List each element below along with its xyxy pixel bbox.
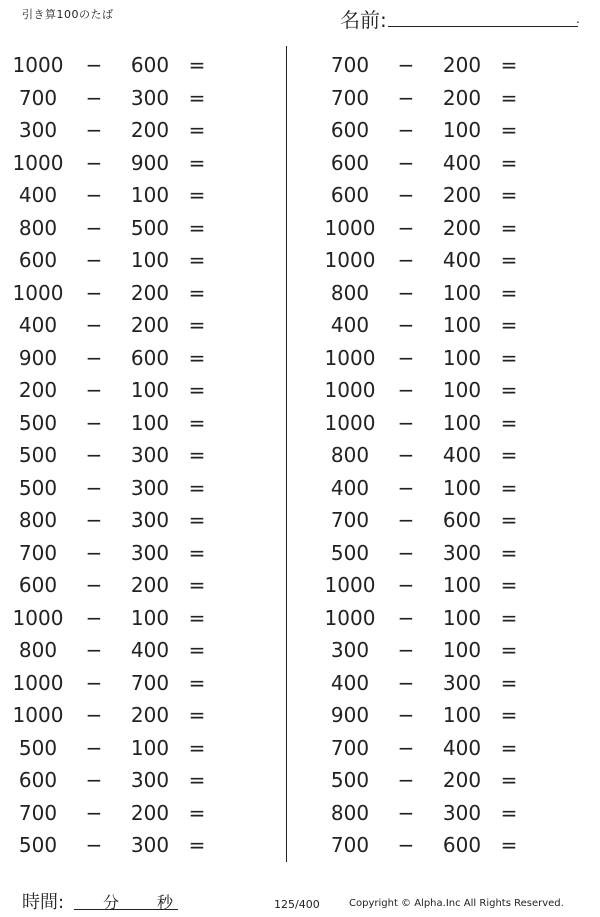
minus-sign: − [397, 150, 415, 175]
minus-sign: − [85, 800, 103, 825]
minus-sign: − [85, 540, 103, 565]
subtrahend: 300 [442, 800, 482, 825]
minuend: 400 [330, 670, 370, 695]
subtrahend: 300 [442, 670, 482, 695]
name-field-dot: . [576, 12, 580, 26]
column-divider [286, 46, 287, 862]
minuend: 1000 [324, 345, 376, 370]
equals-sign: = [188, 540, 206, 565]
equals-sign: = [500, 215, 518, 240]
minus-sign: − [397, 833, 415, 857]
minus-sign: − [85, 443, 103, 467]
minuend: 1000 [12, 605, 64, 630]
minuend: 1000 [12, 703, 64, 727]
equals-sign: = [500, 573, 518, 597]
minuend: 800 [330, 280, 370, 305]
equals-sign: = [188, 118, 206, 142]
minus-sign: − [397, 378, 415, 402]
minuend: 1000 [324, 573, 376, 597]
equals-sign: = [500, 670, 518, 695]
subtrahend: 600 [442, 833, 482, 857]
subtrahend: 100 [442, 410, 482, 435]
subtrahend: 300 [130, 475, 170, 500]
subtrahend: 100 [442, 475, 482, 500]
minuend: 1000 [12, 53, 64, 77]
minuend: 1000 [324, 410, 376, 435]
subtrahend: 100 [442, 703, 482, 727]
minus-sign: − [85, 410, 103, 435]
minuend: 600 [18, 768, 58, 792]
subtrahend: 400 [442, 248, 482, 272]
minuend: 800 [18, 215, 58, 240]
minus-sign: − [397, 118, 415, 142]
minuend: 500 [18, 443, 58, 467]
minuend: 1000 [12, 280, 64, 305]
minuend: 600 [330, 150, 370, 175]
minus-sign: − [85, 703, 103, 727]
equals-sign: = [500, 410, 518, 435]
minuend: 900 [18, 345, 58, 370]
minuend: 500 [18, 735, 58, 760]
subtrahend: 100 [442, 573, 482, 597]
equals-sign: = [500, 150, 518, 175]
equals-sign: = [500, 833, 518, 857]
minus-sign: − [397, 345, 415, 370]
subtrahend: 300 [130, 85, 170, 110]
minuend: 1000 [324, 378, 376, 402]
minuend: 400 [18, 313, 58, 337]
minus-sign: − [85, 735, 103, 760]
subtrahend: 200 [130, 800, 170, 825]
equals-sign: = [500, 183, 518, 207]
subtrahend: 200 [130, 703, 170, 727]
equals-sign: = [188, 215, 206, 240]
minuend: 700 [18, 540, 58, 565]
minus-sign: − [85, 345, 103, 370]
equals-sign: = [188, 508, 206, 532]
equals-sign: = [500, 378, 518, 402]
equals-sign: = [500, 768, 518, 792]
minuend: 800 [330, 443, 370, 467]
subtrahend: 700 [130, 670, 170, 695]
equals-sign: = [500, 85, 518, 110]
subtrahend: 100 [442, 345, 482, 370]
equals-sign: = [500, 248, 518, 272]
equals-sign: = [188, 573, 206, 597]
minuend: 300 [330, 638, 370, 662]
subtrahend: 200 [442, 183, 482, 207]
subtrahend: 600 [130, 345, 170, 370]
subtrahend: 100 [130, 735, 170, 760]
minus-sign: − [397, 605, 415, 630]
equals-sign: = [188, 150, 206, 175]
minus-sign: − [397, 280, 415, 305]
minus-sign: − [397, 215, 415, 240]
equals-sign: = [500, 475, 518, 500]
equals-sign: = [188, 85, 206, 110]
minuend: 500 [18, 475, 58, 500]
subtrahend: 200 [130, 280, 170, 305]
subtrahend: 100 [130, 183, 170, 207]
minuend: 500 [330, 540, 370, 565]
minuend: 600 [330, 183, 370, 207]
minus-sign: − [85, 118, 103, 142]
equals-sign: = [500, 118, 518, 142]
equals-sign: = [500, 313, 518, 337]
equals-sign: = [188, 475, 206, 500]
minuend: 700 [330, 735, 370, 760]
minus-sign: − [85, 85, 103, 110]
subtrahend: 100 [130, 605, 170, 630]
subtrahend: 300 [130, 508, 170, 532]
minus-sign: − [397, 670, 415, 695]
equals-sign: = [188, 735, 206, 760]
minus-sign: − [397, 703, 415, 727]
minuend: 800 [18, 508, 58, 532]
subtrahend: 300 [442, 540, 482, 565]
equals-sign: = [188, 605, 206, 630]
equals-sign: = [188, 313, 206, 337]
minuend: 700 [330, 85, 370, 110]
equals-sign: = [188, 670, 206, 695]
subtrahend: 100 [442, 638, 482, 662]
page-number: 125/400 [274, 898, 320, 911]
minuend: 1000 [324, 215, 376, 240]
equals-sign: = [188, 345, 206, 370]
minuend: 600 [18, 573, 58, 597]
equals-sign: = [500, 800, 518, 825]
subtrahend: 100 [442, 118, 482, 142]
subtrahend: 200 [442, 53, 482, 77]
minus-sign: − [397, 313, 415, 337]
minus-sign: − [397, 53, 415, 77]
subtrahend: 100 [442, 378, 482, 402]
equals-sign: = [188, 800, 206, 825]
minus-sign: − [397, 508, 415, 532]
subtrahend: 400 [442, 150, 482, 175]
minutes-label: 分 [103, 893, 120, 912]
minuend: 700 [18, 800, 58, 825]
equals-sign: = [188, 378, 206, 402]
equals-sign: = [500, 605, 518, 630]
minus-sign: − [397, 248, 415, 272]
minuend: 500 [330, 768, 370, 792]
equals-sign: = [500, 345, 518, 370]
minus-sign: − [397, 800, 415, 825]
minus-sign: − [397, 85, 415, 110]
equals-sign: = [188, 248, 206, 272]
name-field-line[interactable] [388, 26, 578, 27]
subtrahend: 100 [442, 313, 482, 337]
equals-sign: = [500, 508, 518, 532]
equals-sign: = [188, 53, 206, 77]
minus-sign: − [85, 475, 103, 500]
name-label: 名前: [340, 8, 387, 32]
minuend: 400 [330, 313, 370, 337]
minuend: 800 [330, 800, 370, 825]
minuend: 1000 [324, 248, 376, 272]
minus-sign: − [85, 605, 103, 630]
minus-sign: − [85, 638, 103, 662]
subtrahend: 100 [130, 248, 170, 272]
minus-sign: − [85, 150, 103, 175]
subtrahend: 300 [130, 443, 170, 467]
subtrahend: 200 [130, 118, 170, 142]
minus-sign: − [85, 833, 103, 857]
subtrahend: 200 [442, 768, 482, 792]
minuend: 800 [18, 638, 58, 662]
copyright-notice: Copyright © Alpha.Inc All Rights Reserved. [349, 898, 564, 909]
subtrahend: 100 [442, 605, 482, 630]
subtrahend: 400 [442, 443, 482, 467]
subtrahend: 400 [442, 735, 482, 760]
equals-sign: = [188, 768, 206, 792]
minuend: 1000 [12, 150, 64, 175]
subtrahend: 100 [130, 410, 170, 435]
minus-sign: − [397, 410, 415, 435]
minuend: 500 [18, 833, 58, 857]
minus-sign: − [85, 573, 103, 597]
subtrahend: 200 [442, 215, 482, 240]
equals-sign: = [500, 540, 518, 565]
subtrahend: 300 [130, 768, 170, 792]
subtrahend: 600 [442, 508, 482, 532]
subtrahend: 200 [130, 573, 170, 597]
subtrahend: 600 [130, 53, 170, 77]
minus-sign: − [85, 248, 103, 272]
minus-sign: − [397, 735, 415, 760]
worksheet-title: 引き算100のたば [22, 8, 114, 21]
equals-sign: = [188, 183, 206, 207]
subtrahend: 100 [442, 280, 482, 305]
minus-sign: − [397, 573, 415, 597]
subtrahend: 500 [130, 215, 170, 240]
subtrahend: 100 [130, 378, 170, 402]
equals-sign: = [188, 833, 206, 857]
minus-sign: − [85, 768, 103, 792]
minus-sign: − [397, 443, 415, 467]
equals-sign: = [500, 638, 518, 662]
equals-sign: = [500, 53, 518, 77]
minuend: 1000 [324, 605, 376, 630]
minus-sign: − [397, 183, 415, 207]
minuend: 700 [330, 53, 370, 77]
minuend: 1000 [12, 670, 64, 695]
seconds-label: 秒 [157, 893, 174, 912]
minuend: 200 [18, 378, 58, 402]
minuend: 600 [18, 248, 58, 272]
equals-sign: = [188, 280, 206, 305]
minuend: 700 [330, 833, 370, 857]
minus-sign: − [85, 508, 103, 532]
subtrahend: 300 [130, 540, 170, 565]
time-label: 時間: [22, 892, 65, 913]
subtrahend: 200 [442, 85, 482, 110]
minuend: 700 [330, 508, 370, 532]
subtrahend: 200 [130, 313, 170, 337]
minuend: 900 [330, 703, 370, 727]
minuend: 700 [18, 85, 58, 110]
minuend: 400 [18, 183, 58, 207]
equals-sign: = [188, 410, 206, 435]
equals-sign: = [500, 280, 518, 305]
minus-sign: − [397, 475, 415, 500]
minuend: 300 [18, 118, 58, 142]
minus-sign: − [85, 378, 103, 402]
minus-sign: − [85, 670, 103, 695]
minus-sign: − [85, 215, 103, 240]
subtrahend: 300 [130, 833, 170, 857]
minus-sign: − [85, 183, 103, 207]
minus-sign: − [85, 53, 103, 77]
minuend: 400 [330, 475, 370, 500]
minus-sign: − [397, 638, 415, 662]
equals-sign: = [500, 703, 518, 727]
equals-sign: = [188, 638, 206, 662]
subtrahend: 400 [130, 638, 170, 662]
minus-sign: − [85, 280, 103, 305]
subtrahend: 900 [130, 150, 170, 175]
equals-sign: = [500, 735, 518, 760]
minus-sign: − [85, 313, 103, 337]
minuend: 500 [18, 410, 58, 435]
equals-sign: = [500, 443, 518, 467]
minus-sign: − [397, 540, 415, 565]
minus-sign: − [397, 768, 415, 792]
equals-sign: = [188, 703, 206, 727]
minuend: 600 [330, 118, 370, 142]
equals-sign: = [188, 443, 206, 467]
